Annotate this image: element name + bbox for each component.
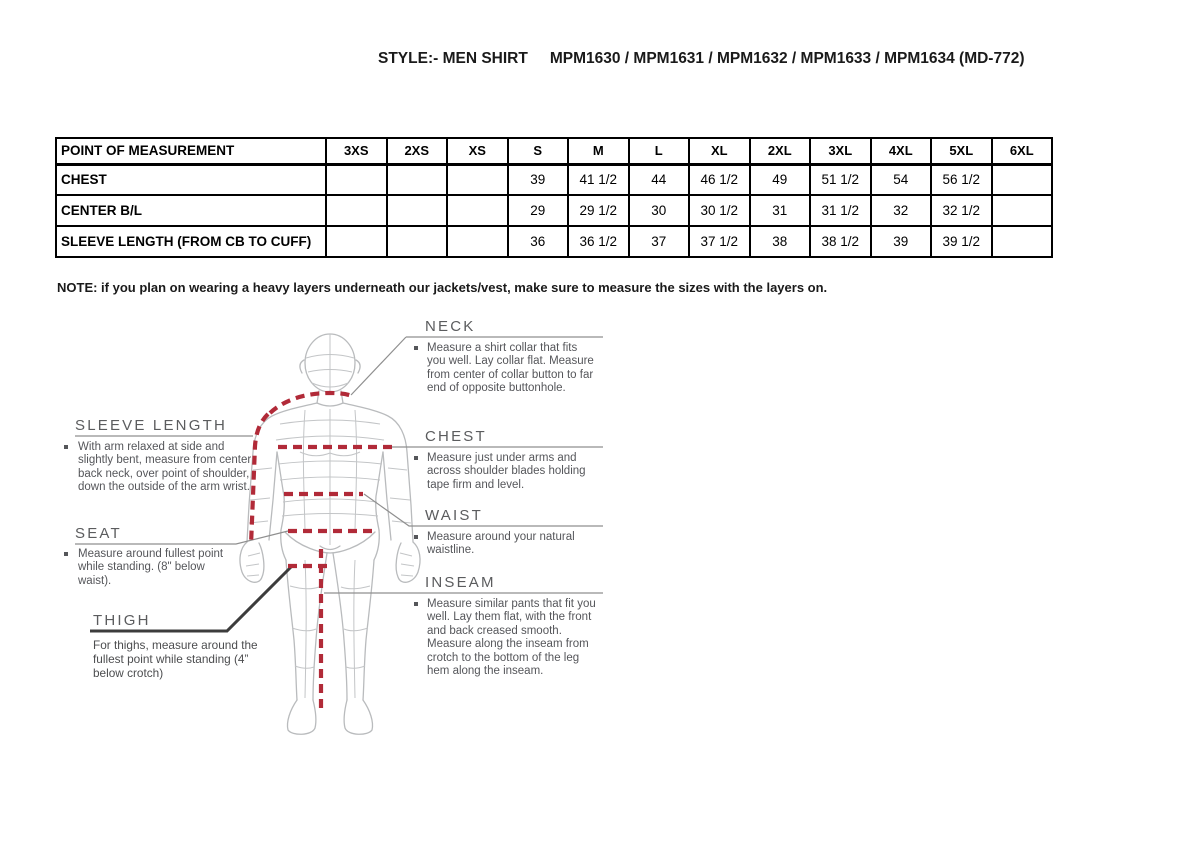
table-cell <box>447 195 508 226</box>
thigh-title: THIGH <box>93 612 151 629</box>
table-cell: 39 <box>508 164 569 195</box>
table-cell <box>326 195 387 226</box>
table-cell: 37 1/2 <box>689 226 750 257</box>
table-cell: 46 1/2 <box>689 164 750 195</box>
size-header-3xs: 3XS <box>326 138 387 164</box>
bullet-icon <box>414 535 418 539</box>
table-cell <box>992 226 1053 257</box>
table-cell <box>326 164 387 195</box>
table-cell <box>387 164 448 195</box>
size-header-3xl: 3XL <box>810 138 871 164</box>
size-header-m: M <box>568 138 629 164</box>
table-cell: 49 <box>750 164 811 195</box>
size-header-5xl: 5XL <box>931 138 992 164</box>
size-header-xs: XS <box>447 138 508 164</box>
table-cell: 29 1/2 <box>568 195 629 226</box>
point-of-measurement-header: POINT OF MEASUREMENT <box>56 138 326 164</box>
table-cell: 44 <box>629 164 690 195</box>
table-cell: 38 <box>750 226 811 257</box>
measurement-dash-lines <box>251 393 393 709</box>
thigh-section <box>93 612 151 629</box>
inseam-description: Measure similar pants that fit you well. Lay them flat, with the front and back creased smooth. Measure along the inseam from crotch to the bottom of the leg hem along the inseam. <box>414 598 602 678</box>
waist-title: WAIST <box>425 507 483 524</box>
thigh-description: For thighs, measure around the fullest point while standing (4” below crotch) <box>93 638 258 681</box>
table-cell: 38 1/2 <box>810 226 871 257</box>
table-cell: 31 1/2 <box>810 195 871 226</box>
table-row <box>56 226 1052 257</box>
table-cell <box>992 195 1053 226</box>
table-cell: 39 1/2 <box>931 226 992 257</box>
table-cell <box>992 164 1053 195</box>
mannequin-mesh <box>246 334 414 698</box>
sleeve-length-description: With arm relaxed at side and slightly bent, measure from center back neck, over point of shoulder, down the outside of the arm wrist. <box>64 441 258 495</box>
chest-title: CHEST <box>425 428 487 445</box>
neck-title: NECK <box>425 318 476 335</box>
table-cell: 31 <box>750 195 811 226</box>
size-header-2xl: 2XL <box>750 138 811 164</box>
size-header-l: L <box>629 138 690 164</box>
size-table-header <box>56 138 1052 164</box>
size-header-xl: XL <box>689 138 750 164</box>
table-cell: 51 1/2 <box>810 164 871 195</box>
row-label: SLEEVE LENGTH (FROM CB TO CUFF) <box>56 226 326 257</box>
size-header-4xl: 4XL <box>871 138 932 164</box>
inseam-section <box>425 574 496 591</box>
table-cell <box>387 195 448 226</box>
table-cell: 36 <box>508 226 569 257</box>
size-header-6xl: 6XL <box>992 138 1053 164</box>
table-cell: 30 <box>629 195 690 226</box>
style-codes: MPM1630 / MPM1631 / MPM1632 / MPM1633 / MPM1634 (MD-772) <box>549 50 1025 67</box>
neck-description: Measure a shirt collar that fits you well. Lay collar flat. Measure from center of collar button to far end of opposite buttonhole. <box>414 342 597 396</box>
table-cell: 37 <box>629 226 690 257</box>
bullet-icon <box>64 552 68 556</box>
seat-section <box>75 525 122 542</box>
table-cell: 56 1/2 <box>931 164 992 195</box>
table-cell: 36 1/2 <box>568 226 629 257</box>
neck-section <box>425 318 475 335</box>
table-cell <box>447 164 508 195</box>
row-label: CHEST <box>56 164 326 195</box>
table-cell <box>326 226 387 257</box>
bullet-icon <box>414 456 418 460</box>
size-table-body <box>56 164 1052 257</box>
table-cell: 39 <box>871 226 932 257</box>
table-cell: 30 1/2 <box>689 195 750 226</box>
seat-title: SEAT <box>75 525 122 542</box>
table-cell <box>387 226 448 257</box>
chest-section <box>425 428 487 445</box>
bullet-icon <box>414 602 418 606</box>
chest-description: Measure just under arms and across shoulder blades holding tape firm and level. <box>414 452 605 492</box>
table-row <box>56 164 1052 195</box>
table-cell: 54 <box>871 164 932 195</box>
waist-description: Measure around your natural waistline. <box>414 531 587 558</box>
size-measurement-table <box>55 137 1053 258</box>
waist-section <box>425 507 483 524</box>
bullet-icon <box>414 346 418 350</box>
mannequin-outline <box>240 334 420 734</box>
table-cell: 29 <box>508 195 569 226</box>
style-label: STYLE:- MEN SHIRT <box>378 50 528 67</box>
table-row <box>56 195 1052 226</box>
table-cell <box>447 226 508 257</box>
size-header-s: S <box>508 138 569 164</box>
seat-description: Measure around fullest point while standing. (8" below waist). <box>64 548 238 588</box>
inseam-title: INSEAM <box>425 574 496 591</box>
table-cell: 41 1/2 <box>568 164 629 195</box>
layers-note: NOTE: if you plan on wearing a heavy layers underneath our jackets/vest, make sure to measure the sizes with the layers on. <box>57 280 828 295</box>
table-cell: 32 1/2 <box>931 195 992 226</box>
size-header-2xs: 2XS <box>387 138 448 164</box>
table-cell: 32 <box>871 195 932 226</box>
document-title <box>378 50 1025 68</box>
bullet-icon <box>64 445 68 449</box>
sleeve-length-title: SLEEVE LENGTH <box>75 417 227 434</box>
neck-measure-line <box>270 393 352 413</box>
sleeve-length-section <box>75 417 227 434</box>
row-label: CENTER B/L <box>56 195 326 226</box>
